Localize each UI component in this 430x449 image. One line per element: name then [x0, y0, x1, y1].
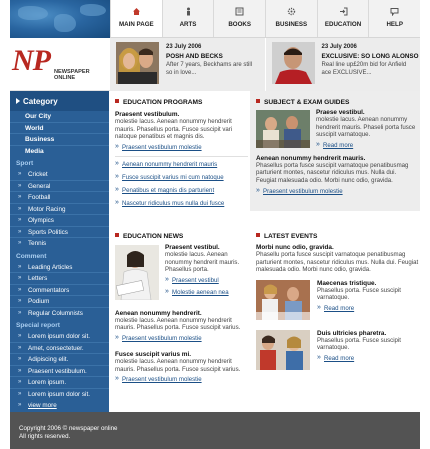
header-globe-banner [10, 0, 110, 38]
news-headline[interactable]: EXCLUSIVE: SO LONG ALONSO [321, 53, 419, 60]
event-title: Maecenas tristique. [317, 279, 377, 287]
category-sidebar [10, 91, 109, 412]
sidebar-item-letters[interactable]: » Letters [10, 273, 109, 285]
sidebar-item-regular-columnists[interactable]: » Regular Columnists [10, 308, 109, 320]
nav-label: BOOKS [228, 21, 252, 28]
sidebar-item-media[interactable]: Media [25, 147, 44, 155]
news-headline[interactable]: POSH AND BECKS [166, 53, 223, 60]
red-square-icon [115, 99, 119, 103]
top-news-item[interactable] [265, 38, 421, 91]
sidebar-item-special[interactable]: » Lorem ipsum. [10, 377, 109, 389]
book-icon [235, 7, 244, 16]
sidebar-item-cricket[interactable]: » Cricket [10, 169, 109, 181]
view-more-link[interactable]: » view more [10, 400, 109, 412]
classroom-photo [256, 280, 310, 320]
news-title: Fusce suscipit varius mi. [115, 350, 192, 358]
main-navigation [110, 0, 420, 38]
sidebar-item-football[interactable]: » Football [10, 192, 109, 204]
article-text: molestie lacus. Aenean nonummy hendrerit mauris. Phasellus porta. Fusce suscipit vari natoque penatibus et magnis dis. [115, 118, 233, 141]
sidebar-item-special[interactable]: » Lorem ipsum dolor sit. [10, 331, 109, 343]
sidebar-item-sports-politics[interactable]: » Sports Politics [10, 227, 109, 239]
news-text: molestie lacus. Aenean nonummy hendrerit mauris. Phasellus porta. [165, 251, 240, 274]
nav-arts[interactable] [162, 0, 214, 37]
category-title: Category [23, 97, 58, 106]
guide-second-title: Aenean nonummy hendrerit mauris. [256, 154, 366, 162]
article-link[interactable]: » Penatibus et magnis dis parturient [115, 187, 248, 194]
top-news-item[interactable] [110, 38, 265, 91]
news-text: molestie lacus. Aenean nonummy hendrerit mauris. Phasellus porta. Fusce suscipit varius. [115, 357, 241, 373]
person-icon [184, 7, 193, 16]
section-heading [115, 97, 248, 108]
logo-subtitle: NEWSPAPER ONLINE [54, 69, 90, 81]
sidebar-item-podium[interactable]: » Podium [10, 296, 109, 308]
section-title: EDUCATION PROGRAMS [123, 99, 203, 106]
article-link[interactable]: » Nascetur ridiculus mus nulla dui fusce [115, 200, 248, 207]
nav-main-page[interactable] [110, 0, 162, 37]
news-link[interactable]: » Molestie aenean nea [165, 289, 248, 296]
guide-link[interactable]: » Praesent vestibulum molestie [256, 188, 420, 195]
students-photo [256, 110, 310, 148]
nav-help[interactable] [368, 0, 420, 37]
speech-bubble-icon [390, 7, 399, 16]
sidebar-item-special[interactable]: » Adipiscing elit. [10, 354, 109, 366]
guide-text: molestie lacus. Aenean nonummy hendrerit mauris. Phaseli porta fusce suscipit varnatoque. [316, 116, 416, 139]
nav-label: BUSINESS [275, 21, 308, 28]
red-square-icon [256, 99, 260, 103]
news-text: molestie lacus. Aenean nonummy hendrerit mauris. Phasellus porta. Fusce suscipit varius. [115, 316, 241, 332]
nav-label: HELP [386, 21, 403, 28]
news-date: 23 July 2006 [321, 44, 357, 50]
sidebar-item-commentators[interactable]: » Commentators [10, 285, 109, 297]
red-square-icon [115, 233, 119, 237]
education-programs-section [115, 97, 248, 207]
news-title: Praesent vestibul. [165, 244, 220, 251]
event-text: Phasellus porta. Fusce suscipit varnatoque. [317, 336, 401, 352]
sidebar-item-leading-articles[interactable]: » Leading Articles [10, 262, 109, 274]
education-news-section [115, 231, 248, 383]
section-title: SUBJECT & EXAM GUIDES [264, 99, 350, 106]
news-text: After 7 years, Beckhams are still so in love... [166, 62, 253, 76]
news-text: Real line up£20m bid for Anfield ace EXCLUSIVE... [321, 62, 407, 76]
site-logo[interactable] [10, 38, 110, 91]
news-title: Aenean nonummy hendrerit. [115, 309, 202, 317]
event-text: Phasellus porta. Fusce suscipit varnatoque. [317, 286, 401, 302]
sidebar-item-olympics[interactable]: » Olympics [10, 215, 109, 227]
sidebar-item-motor-racing[interactable]: » Motor Racing [10, 204, 109, 216]
read-more-link[interactable]: » Read more [317, 305, 420, 312]
news-link[interactable]: » Praesent vestibulum molestie [115, 376, 248, 383]
event-title: Duis ultricies pharetra. [317, 329, 387, 337]
article-link[interactable]: » Fusce suscipit varius mi cum natoque [115, 174, 248, 181]
sidebar-section-special-report: Special report [16, 322, 60, 329]
nav-label: EDUCATION [324, 21, 362, 28]
page-footer [10, 412, 420, 449]
students-group-photo [256, 330, 310, 370]
subject-guides-section [250, 91, 420, 211]
red-square-icon [256, 233, 260, 237]
sidebar-item-special[interactable]: » Amet, consectetuer. [10, 343, 109, 355]
news-link[interactable]: » Praesent vestibul [165, 277, 248, 284]
read-more-link[interactable]: » Read more [316, 142, 420, 149]
sidebar-item-business[interactable]: Business [10, 134, 109, 146]
login-icon [339, 7, 348, 16]
section-heading [256, 231, 420, 242]
home-icon [132, 7, 141, 16]
footballer-photo [272, 42, 315, 84]
guide-second-text: Phasellus porta fusce suscipit varnatoque penatibusmag parturient montes, nascetur ridiculus mus. Nulla dui. Feugiat malesuada odio. Morbi nunc odio, gravida. [256, 161, 409, 184]
sidebar-section-sport: Sport [16, 160, 34, 167]
section-title: EDUCATION NEWS [123, 233, 184, 240]
section-title: LATEST EVENTS [264, 233, 318, 240]
sidebar-item-tennis[interactable]: » Tennis [10, 238, 109, 250]
student-reading-photo [115, 245, 159, 300]
events-intro-title: Morbi nunc odio, gravida. [256, 244, 334, 251]
sidebar-section-comment: Comment [16, 252, 47, 260]
news-date: 23 July 2006 [166, 44, 202, 50]
couple-photo [116, 42, 159, 84]
news-link[interactable]: » Praesent vestibulum molestie [115, 335, 248, 342]
section-heading [115, 231, 248, 242]
sidebar-item-our-city[interactable]: Our City [10, 111, 109, 123]
event-item[interactable] [256, 330, 420, 376]
sidebar-item-special[interactable]: » Lorem ipsum dolor sit. [10, 389, 109, 401]
rights-text: All rights reserved. [19, 433, 71, 440]
read-more-link[interactable]: » Read more [317, 355, 420, 362]
article-link[interactable]: » Praesent vestibulum molestie [115, 144, 248, 151]
nav-business[interactable] [265, 0, 317, 37]
category-header [10, 91, 109, 111]
copyright-text: Copyright 2006 © newspaper online [19, 425, 118, 432]
nav-label: MAIN PAGE [119, 21, 154, 28]
nav-label: ARTS [179, 21, 197, 28]
article-title: Praesent vestibulum. [115, 111, 180, 118]
latest-events-section [256, 231, 420, 376]
event-item[interactable] [256, 280, 420, 330]
top-news-strip [110, 38, 420, 91]
sidebar-item-special[interactable]: » Praesent vestibulum. [10, 366, 109, 378]
article-link[interactable]: » Aenean nonummy hendrerit mauris [115, 161, 248, 168]
sidebar-item-general[interactable]: » General [10, 181, 109, 193]
logo-letters: NP [12, 44, 50, 77]
gear-icon [287, 7, 296, 16]
arrow-right-icon [16, 98, 20, 104]
events-intro-text: Phasellu porta fusce suscipit varnatoque penatibusmag parturient montes, nascetur ridiculus mus. Nulla dui. Feugiat malesuada odio. Morbi nunc odio, gravida. [256, 251, 419, 274]
nav-books[interactable] [213, 0, 265, 37]
section-heading [256, 97, 420, 108]
nav-education[interactable] [317, 0, 369, 37]
sidebar-item-world[interactable]: World [10, 123, 109, 135]
divider [115, 156, 248, 157]
guide-title: Praese vestibul. [316, 109, 365, 116]
